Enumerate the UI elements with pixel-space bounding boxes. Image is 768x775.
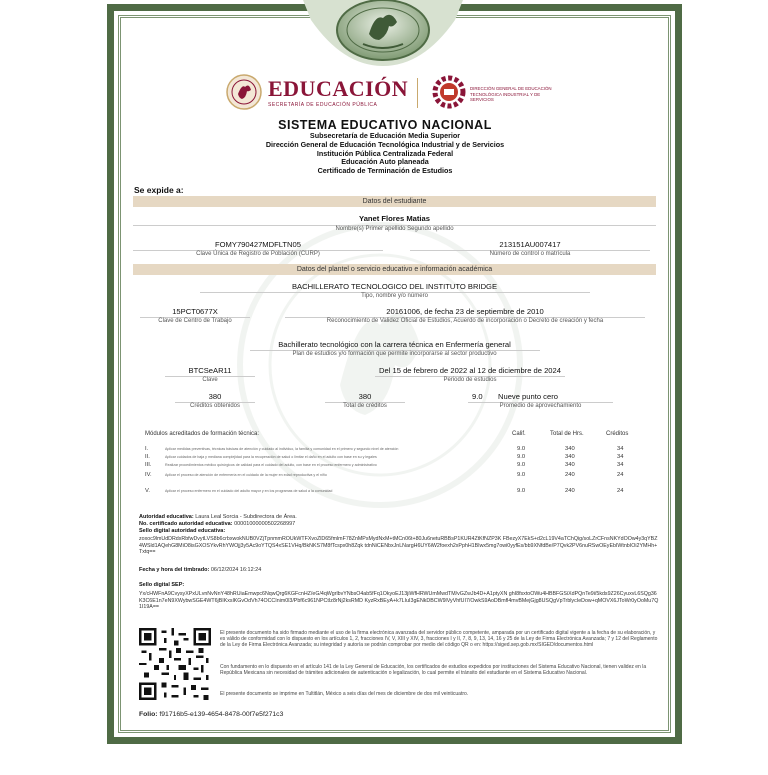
average-text: Nueve punto cero	[498, 392, 558, 401]
module-description: Aplicar medidas preventivas, técnicas básicas de atención y cuidado al individuo, la familia y comunidad en el primero y segundo nivel de atención	[165, 447, 399, 451]
authority-seal-value: zoxoc9lmUdDRdxRbfwDvytLVS8b6crbxwokNUB0VZjTpnmmROUkWTFXvoZlD65fmlmF78ZnMPsMydNxM+tMCn06t+80Ju6netuRBBsP1KUR4ZtKfNZP3K FBezyX7EkS+d2cL19V4aTChQig/soLZrCFnsNKYdOOw4y3qYBZ4WSld1AQehG8MiO8isGXOSYkvRhYWOjj3y5Ac9oYTQS4xSE1VHq/BkNKS7M8fTcspx0h8Zqk tdnNiCENbxJnLNargH6UY6iW2foexh2xPphH1BIwx5mg7owi0yyfEs/bb9XNfdBe/P7Qvk2PV6nuRSwOEyEbIWtnbIOi2YMHh+Txtq==	[139, 536, 658, 556]
rvoe-label: Reconocimiento de Validez Oficial de Estudios, Acuerdo de incorporación o Decreto de creación y fecha	[326, 318, 604, 324]
timbrado-label: Fecha y hora del timbrado:	[139, 567, 210, 573]
module-number: III.	[145, 462, 152, 468]
average-value: 9.0	[472, 392, 483, 401]
rvoe-value: 20161006, de fecha 23 de septiembre de 2010	[386, 307, 544, 316]
document-subtitles	[130, 132, 640, 176]
module-grade: 9.0	[517, 488, 526, 494]
subtitle-line: Certificado de Terminación de Estudios	[317, 166, 453, 176]
average-label: Promedio de aprovechamiento	[499, 403, 582, 409]
module-hours: 240	[565, 472, 575, 478]
brand-subtitle: SECRETARÍA DE EDUCACIÓN PÚBLICA	[268, 102, 378, 108]
cct-label: Clave de Centro de Trabajo	[158, 318, 232, 324]
school-section-band: Datos del plantel o servicio educativo e información académica	[133, 264, 656, 275]
total-credits-label: Total de créditos	[343, 403, 387, 409]
module-description: Aplicar cuidados de baja y mediana complejidad para la recuperación de salud o limitar el daño en el adulto con base en su y legales	[165, 455, 377, 459]
matricula-value: 213151AU007417	[499, 240, 561, 249]
dgeti-gear-logo-icon	[432, 74, 466, 110]
credits-obtained-value: 380	[208, 392, 222, 401]
module-credits: 34	[617, 446, 624, 452]
authority-label: Autoridad educativa:	[139, 514, 194, 520]
school-name: BACHILLERATO TECNOLOGICO DEL INSTITUTO BRIDGE	[291, 282, 498, 291]
authority-cert-line	[139, 521, 295, 527]
folio-line	[139, 711, 283, 718]
module-hours: 340	[565, 446, 575, 452]
watermark-seal-icon	[230, 215, 530, 515]
module-row	[145, 488, 645, 495]
legal-paragraph-1: El presente documento ha sido firmado mediante el uso de la firma electrónica avanzada del servidor público competente, amparada por un certificado digital vigente a la fecha de su elaboración, y es válido de conformidad con lo dispuesto en los artículos 1, 2, fracciones IV, V, XIII y XIV, 3, fracciones I y II, 7, 8, 9, 13, 14, 16 y 25 de la Ley de Firma Electrónica Avanzada; 7 y 12 del Reglamento de la Ley de Firma Electrónica Avanzada; su integridad y autoría se podrán comprobar por medio del código QR o en: https://siged.sep.gob.mx/SIGED/documentos.html	[220, 630, 658, 649]
legal-paragraph-3: El presente documento se imprime en Tultitlán, México a seis días del mes de diciembre de dos mil veinticuatro.	[220, 691, 469, 697]
period-value: Del 15 de febrero de 2022 al 12 de diciembre de 2024	[379, 366, 561, 375]
module-hours: 340	[565, 462, 575, 468]
module-number: II.	[145, 454, 150, 460]
qr-code-icon[interactable]	[139, 628, 211, 700]
module-number: V.	[145, 488, 150, 494]
matricula-label: Número de control o matrícula	[489, 251, 571, 257]
timbrado-line	[139, 567, 261, 573]
period-label: Periodo de estudios	[443, 377, 497, 383]
module-hours: 340	[565, 454, 575, 460]
timbrado-value: 06/12/2024 16:12:24	[210, 567, 262, 573]
sep-seal-label: Sello digital SEP:	[139, 582, 185, 588]
study-plan: Bachillerato tecnológico con la carrera técnica en Enfermería general	[278, 340, 511, 349]
sep-seal-label-line	[139, 582, 184, 588]
authority-seal-label: Sello digital autoridad educativa:	[139, 528, 226, 534]
student-name: Yanet Flores Matias	[359, 214, 430, 223]
legal-paragraph-2: Con fundamento en lo dispuesto en el artículo 141 de la Ley General de Educación, los certificados de estudios expedidos por instituciones del Sistema Educativo Nacional, tienen validez en la República Mexicana sin necesidad de trámites adicionales de autenticación o legalización, lo cual permite el tránsito del estudiante en el Sistema Educativo Nacional.	[220, 664, 647, 677]
module-number: IV.	[145, 472, 152, 478]
module-credits: 34	[617, 454, 624, 460]
module-description: Aplicar el proceso de atención de enfermería en el cuidado de la mujer en edad reproductiva y el niño	[165, 473, 327, 477]
module-credits: 34	[617, 462, 624, 468]
cct-value: 15PCT0677X	[172, 307, 218, 316]
subtitle-line: Dirección General de Educación Tecnológica Industrial y de Servicios	[265, 139, 505, 149]
coat-of-arms-icon	[283, 0, 483, 70]
sep-seal-value: Yx/cHWFnA9CvysyXPxULvnNvNnY48hRUiaEmwpc6NqwQrg6KGFcnHZ/eG/4qWgrlbvYNbsO4ab5fFq1OkyoEJ13jiWfHRWUmMwdTM/vGZwJb4D+A1ptyXN ghI8fsxtoOWu4HBBFGSiXdPQnTe9i/5kds9Z26CyuxvL6SQg36K3C6E1n7eN9XWybwSGE4WT6jBIKxslKGvOdVh74OCCInim0l3/Pbf6c961NPCtIz8rNj2ksRMD KyzRxBEyA+k7LIuI3gENkDBCW9lVyVhfUI7/OwkS9AoDBmfl4mvBMejGjg8USQgVpTrblycIeDow+qMOVX6JToWr0yOoMu7Q1I19A==	[139, 591, 659, 611]
header-logos	[220, 72, 560, 116]
module-row	[145, 454, 645, 461]
module-row	[145, 462, 645, 469]
module-number: I.	[145, 446, 149, 452]
module-grade: 9.0	[517, 472, 526, 478]
issued-to-label: Se expide a:	[134, 185, 184, 195]
curp-label: Clave Única de Registro de Población (CURP)	[196, 251, 320, 257]
authority-value: Laura Leal Sorcia - Subdirectora de Área.	[195, 514, 297, 520]
module-grade: 9.0	[517, 454, 526, 460]
sep-eagle-logo-icon	[226, 74, 262, 110]
document-title: SISTEMA EDUCATIVO NACIONAL	[278, 118, 492, 132]
subtitle-line: Subsecretaría de Educación Media Superior	[309, 131, 461, 140]
authority-cert-value: 00001000000502268997	[234, 521, 296, 527]
module-hours: 240	[565, 488, 575, 494]
module-row	[145, 446, 645, 453]
subtitle-line: Educación Auto planeada	[341, 157, 429, 167]
student-name-label: Nombre(s) Primer apellido Segundo apellido	[335, 226, 454, 232]
folio-label: Folio:	[139, 711, 158, 718]
module-grade: 9.0	[517, 446, 526, 452]
module-row	[145, 472, 645, 479]
school-label: Tipo, nombre y/o número	[361, 293, 428, 299]
credits-obtained-label: Créditos obtenidos	[189, 403, 241, 409]
plan-key-value: BTCSeAR11	[188, 366, 232, 375]
module-credits: 24	[617, 488, 624, 494]
modules-col-credits: Créditos	[606, 431, 629, 437]
module-credits: 24	[617, 472, 624, 478]
authority-line	[139, 514, 297, 520]
student-section-band: Datos del estudiante	[133, 196, 656, 207]
modules-col-hours: Total de Hrs.	[550, 431, 584, 437]
authority-cert-label: No. certificado autoridad educativa:	[139, 521, 233, 527]
modules-header: Módulos acreditados de formación técnica:	[145, 431, 260, 437]
plan-key-label: Clave	[202, 377, 218, 383]
module-description: Realizar procedimientos médico quirúrgicos de calidad para el cuidado del adulto, con base en el proceso enfermero y administrativo	[165, 463, 377, 467]
study-plan-label: Plan de estudios y/o formación que permite incorporarse al sector productivo	[292, 351, 497, 357]
dgeti-label: DIRECCIÓN GENERAL DE EDUCACIÓN TECNOLÓGICA INDUSTRIAL Y DE SERVICIOS	[470, 86, 552, 102]
brand-title: EDUCACIÓN	[268, 76, 409, 101]
logo-divider	[417, 78, 418, 108]
authority-seal-label-line	[139, 528, 225, 534]
module-grade: 9.0	[517, 462, 526, 468]
folio-value: f91716b5-e139-4654-8478-00f7e5f271c3	[159, 711, 284, 718]
module-description: Aplicar el proceso enfermero en el cuidado del adulto mayor y en los programas de salud a la comunidad	[165, 489, 333, 493]
total-credits-value: 380	[358, 392, 372, 401]
curp-value: FOMY790427MDFLTN05	[215, 240, 301, 249]
modules-col-grade: Calif.	[512, 431, 526, 437]
subtitle-line: Institución Pública Centralizada Federal	[316, 148, 454, 158]
